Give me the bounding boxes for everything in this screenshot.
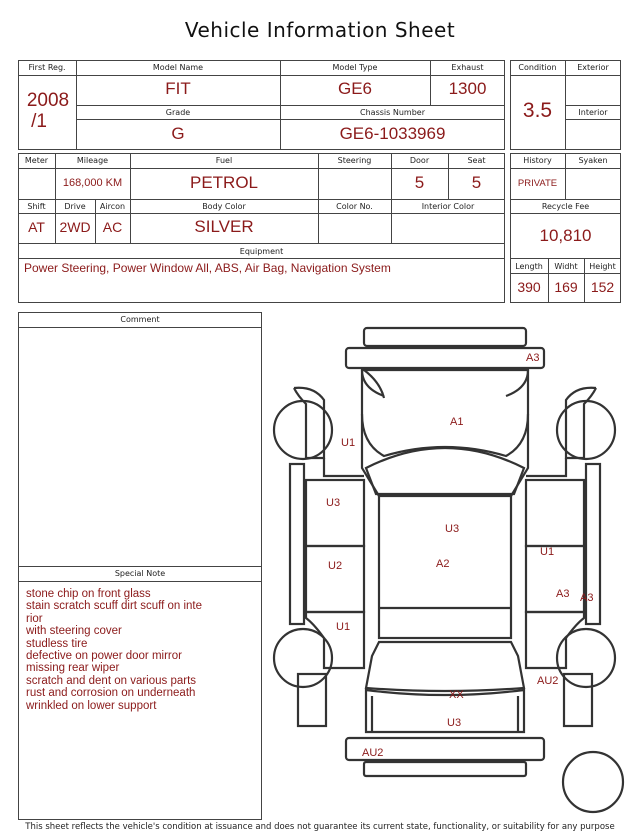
comment-label: Comment: [120, 315, 160, 324]
damage-mark-roof: U3: [445, 523, 460, 535]
rear-window-part: [366, 642, 524, 691]
damage-mark-right-rear-door-a: A3: [556, 588, 570, 600]
damage-mark-rear-glass: XX: [449, 689, 464, 701]
disclaimer-footer: This sheet reflects the vehicle's condition at issuance and does not guarantee its current state, functionality, or suitability for any purpose: [25, 822, 615, 832]
mileage-value: 168,000 KM: [62, 177, 123, 189]
damage-mark-roof-center: A2: [436, 558, 450, 570]
list-item: with steering cover: [26, 625, 122, 637]
history-label: History: [523, 156, 552, 165]
damage-mark-right-rear-wheel: AU2: [537, 675, 559, 687]
page-title: Vehicle Information Sheet: [184, 18, 456, 42]
front-grille-part: [346, 348, 544, 368]
damage-mark-left-rear-fender: U1: [336, 621, 351, 633]
list-item: stain scratch scuff dirt scuff on inte: [26, 600, 202, 612]
exhaust-value: 1300: [448, 79, 487, 98]
recycle-fee-label: Recycle Fee: [541, 202, 590, 211]
equipment-label: Equipment: [239, 247, 284, 256]
left-front-door-part: [306, 480, 364, 546]
car-damage-diagram: [262, 318, 632, 823]
door-value: 5: [414, 173, 425, 192]
left-sill-part: [290, 464, 304, 624]
rear-panel-part: [364, 762, 526, 776]
shift-value: AT: [28, 219, 45, 235]
list-item: missing rear wiper: [26, 662, 120, 674]
damage-mark-right-rear-door-b: A3: [580, 592, 594, 604]
first-reg-label: First Reg.: [28, 63, 66, 72]
list-item: stone chip on front glass: [26, 588, 151, 600]
fuel-value: PETROL: [189, 173, 259, 192]
list-item: wrinkled on lower support: [26, 700, 157, 712]
seat-label: Seat: [467, 156, 486, 165]
width-value: 169: [554, 279, 578, 295]
model-type-value: GE6: [337, 79, 373, 98]
hood-part: [362, 370, 528, 456]
exhaust-label: Exhaust: [451, 63, 484, 72]
damage-mark-tailgate: U3: [447, 717, 462, 729]
height-value: 152: [590, 279, 615, 295]
door-label: Door: [409, 156, 430, 165]
recycle-fee-value: 10,810: [539, 226, 592, 245]
model-name-label: Model Name: [152, 63, 204, 72]
shift-label: Shift: [27, 202, 46, 211]
damage-mark-hood: A1: [450, 416, 464, 428]
fuel-label: Fuel: [215, 156, 233, 165]
right-rear-door-part: [526, 546, 584, 612]
damage-mark-right-front-door: U1: [540, 546, 555, 558]
list-item: defective on power door mirror: [26, 650, 182, 662]
body-color-label: Body Color: [202, 202, 246, 211]
damage-mark-rear-bumper: AU2: [362, 747, 384, 759]
mileage-label: Mileage: [76, 156, 109, 165]
interior-color-label: Interior Color: [421, 202, 475, 211]
aircon-label: Aircon: [99, 202, 126, 211]
tailgate-part: [366, 690, 524, 732]
list-item: studless tire: [26, 638, 88, 650]
seat-value: 5: [471, 173, 482, 192]
model-name-value: FIT: [165, 79, 191, 98]
body-color-value: SILVER: [194, 217, 254, 236]
special-note-label: Special Note: [114, 569, 166, 578]
equipment-value: Power Steering, Power Window All, ABS, Air Bag, Navigation System: [24, 261, 391, 275]
left-rear-quarter-part: [306, 612, 364, 668]
right-front-door-part: [526, 480, 584, 546]
aircon-value: AC: [102, 219, 123, 235]
grade-label: Grade: [165, 108, 191, 117]
damage-mark-front-bumper: A3: [526, 352, 540, 364]
exterior-label: Exterior: [577, 63, 609, 72]
height-label: Height: [589, 262, 616, 271]
right-rear-quarter-part: [526, 612, 584, 668]
chassis-label: Chassis Number: [360, 108, 425, 117]
steering-label: Steering: [337, 156, 372, 165]
left-rear-corner-part: [298, 674, 326, 726]
condition-label: Condition: [518, 63, 557, 72]
drive-label: Drive: [64, 202, 86, 211]
list-item: rior: [26, 613, 43, 625]
model-type-label: Model Type: [332, 63, 378, 72]
front-bumper-part: [364, 328, 526, 346]
grade-value: G: [171, 124, 185, 143]
drive-value: 2WD: [59, 219, 91, 235]
first-reg-year: 2008: [26, 90, 70, 111]
damage-mark-left-rear-door: U2: [328, 560, 343, 572]
interior-label: Interior: [578, 108, 608, 117]
syaken-label: Syaken: [578, 156, 608, 165]
length-value: 390: [517, 279, 541, 295]
list-item: rust and corrosion on underneath: [26, 687, 196, 699]
damage-mark-left-front-door: U3: [326, 497, 341, 509]
length-label: Length: [515, 262, 543, 271]
condition-value: 3.5: [522, 99, 553, 122]
meter-label: Meter: [24, 156, 49, 165]
list-item: scratch and dent on various parts: [26, 675, 197, 687]
damage-mark-left-front-fender: U1: [341, 437, 356, 449]
color-no-label: Color No.: [336, 202, 373, 211]
spare-wheel: [563, 752, 623, 812]
history-value: PRIVATE: [517, 178, 558, 189]
width-label: Widht: [554, 262, 578, 271]
first-reg-month: /1: [31, 111, 47, 132]
chassis-value: GE6-1033969: [339, 124, 446, 143]
left-rear-door-part: [306, 546, 364, 612]
